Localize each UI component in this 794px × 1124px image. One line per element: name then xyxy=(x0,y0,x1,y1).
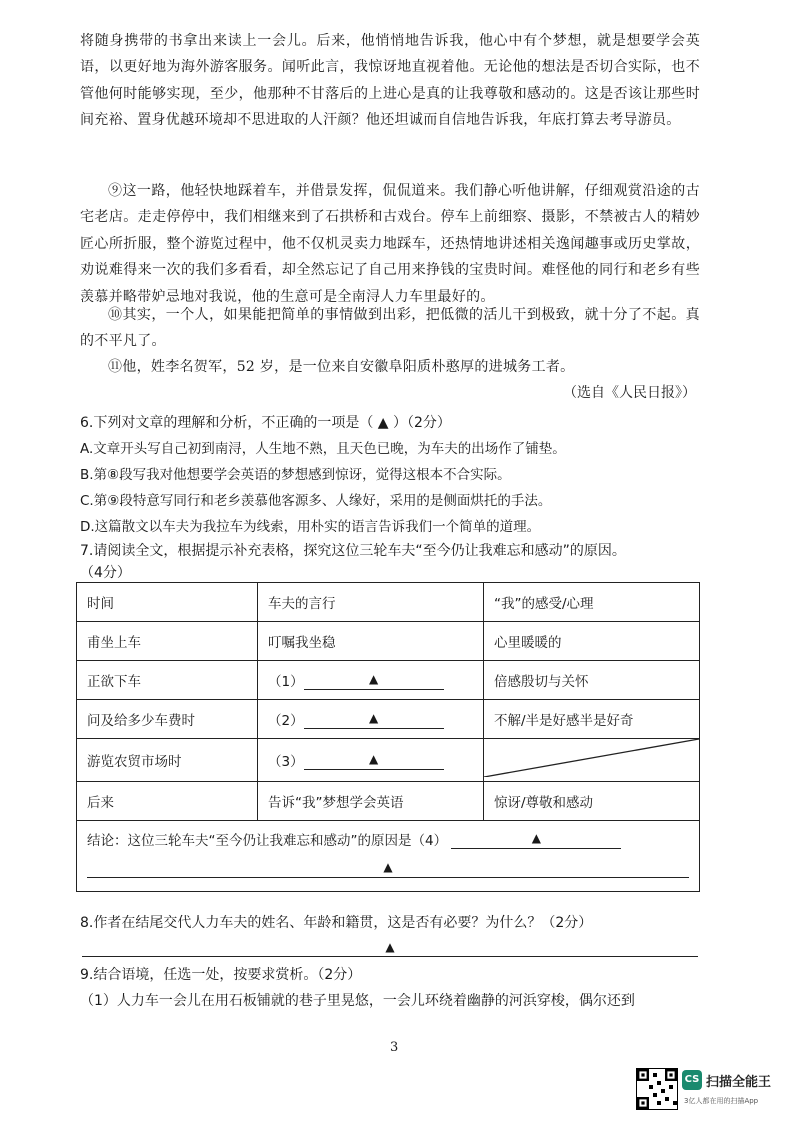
answer-marker: ▲ xyxy=(531,831,541,845)
diagonal-strike xyxy=(484,739,699,777)
table-cell: 惊讶/尊敬和感动 xyxy=(484,782,700,821)
table-cell: 心里暖暖的 xyxy=(484,622,700,661)
question-7-points: （4分） xyxy=(80,565,131,581)
table-row xyxy=(77,622,700,661)
question-9-item-1: （1）人力车一会儿在用石板铺就的巷子里晃悠，一会儿环绕着幽静的河浜穿梭，偶尔还到 xyxy=(80,993,635,1009)
table-header: “我”的感受/心理 xyxy=(484,583,700,622)
page-number: 3 xyxy=(390,1040,399,1055)
conclusion-text: 结论：这位三轮车夫“至今仍让我难忘和感动”的原因是（4） xyxy=(87,833,448,849)
passage-paragraph-8: 将随身携带的书拿出来读上一会儿。后来，他悄悄地告诉我，他心中有个梦想，就是想要学会英语，以更好地为海外游客服务。闻听此言，我惊讶地直视着他。无论他的想法是否切合实际，也不管他何时能够实现，至少，他那种不甘落后的上进心是真的让我尊敬和感动的。这是否该让那些时间充裕、置身优越环境却不思进取的人汗颜？他还坦诚而自信地告诉我，年底打算去考导游员。 xyxy=(80,33,700,129)
answer-marker: ▲ xyxy=(383,860,393,874)
qr-code-icon xyxy=(636,1068,678,1110)
blank-label: （1） xyxy=(268,674,304,690)
table-cell: 叮嘱我坐稳 xyxy=(258,622,484,661)
answer-marker: ▲ xyxy=(368,672,379,686)
question-9-stem: 9.结合语境，任选一处，按要求赏析。（2分） xyxy=(80,967,362,983)
table-cell: 正欲下车 xyxy=(77,661,258,700)
qr-pattern xyxy=(637,1069,677,1109)
answer-blank-4[interactable] xyxy=(451,830,621,849)
table-cell: 甫坐上车 xyxy=(77,622,258,661)
table-header-row xyxy=(77,583,700,622)
question-7-table xyxy=(76,582,700,892)
table-cell: 问及给多少车费时 xyxy=(77,700,258,739)
camscanner-tagline: 3亿人都在用的扫描App xyxy=(684,1097,759,1105)
answer-blank-2[interactable] xyxy=(304,710,444,729)
answer-blank-3[interactable] xyxy=(304,751,444,770)
answer-blank-1[interactable] xyxy=(304,671,444,690)
question-6-stem: 6.下列对文章的理解和分析，不正确的一项是（ ▲ ）（2分） xyxy=(80,415,451,431)
table-row xyxy=(77,661,700,700)
table-header: 车夫的言行 xyxy=(258,583,484,622)
blank-label: （2） xyxy=(268,713,304,729)
table-cell[interactable] xyxy=(258,661,484,700)
question-6-option-c: C.第⑨段特意写同行和老乡羡慕他客源多、人缘好，采用的是侧面烘托的手法。 xyxy=(80,493,552,509)
question-7-stem: 7.请阅读全文，根据提示补充表格，探究这位三轮车夫“至今仍让我难忘和感动”的原因。 xyxy=(80,543,626,559)
answer-line-4b[interactable] xyxy=(87,859,689,878)
answer-marker: ▲ xyxy=(368,752,379,766)
question-6-option-d: D.这篇散文以车夫为我拉车为线索，用朴实的语言告诉我们一个简单的道理。 xyxy=(80,519,541,535)
passage-paragraph-9: ⑨这一路，他轻快地踩着车，并借景发挥，侃侃道来。我们静心听他讲解，仔细观赏沿途的古宅老店。走走停停中，我们相继来到了石拱桥和古戏台。停车上前细察、摄影，不禁被古人的精妙匠心所折服，整个游览过程中，他不仅机灵卖力地踩车，还热情地讲述相关逸闻趣事或历史掌故，劝说难得来一次的我们多看看，却全然忘记了自己用来挣钱的宝贵时间。难怪他的同行和老乡有些羡慕并略带妒忌地对我说，他的生意可是全南浔人力车里最好的。 xyxy=(80,183,700,305)
table-cell: 不解/半是好感半是好奇 xyxy=(484,700,700,739)
question-6-option-a: A.文章开头写自己初到南浔，人生地不熟，且天色已晚，为车夫的出场作了铺垫。 xyxy=(80,441,566,457)
table-row xyxy=(77,782,700,821)
table-cell[interactable] xyxy=(258,739,484,782)
camscanner-logo-icon: CS xyxy=(682,1070,702,1090)
passage-paragraph-10: ⑩其实，一个人，如果能把简单的事情做到出彩，把低微的活儿干到极致，就十分了不起。真的不平凡了。 xyxy=(80,307,700,350)
table-row xyxy=(77,739,700,782)
table-row-conclusion xyxy=(77,821,700,892)
table-cell[interactable] xyxy=(258,700,484,739)
question-8-stem: 8.作者在结尾交代人力车夫的姓名、年龄和籍贯，这是否有必要？为什么？（2分） xyxy=(80,915,593,931)
table-row xyxy=(77,700,700,739)
conclusion-cell[interactable] xyxy=(77,821,700,892)
question-6-option-b: B.第⑧段写我对他想要学会英语的梦想感到惊讶，觉得这根本不合实际。 xyxy=(80,467,511,483)
passage-paragraph-11: ⑪他，姓李名贺军，52 岁，是一位来自安徽阜阳质朴憨厚的进城务工者。 xyxy=(108,359,575,375)
camscanner-brand: 扫描全能王 xyxy=(706,1075,772,1090)
table-cell: 游览农贸市场时 xyxy=(77,739,258,782)
table-cell: 告诉“我”梦想学会英语 xyxy=(258,782,484,821)
question-8-answer-line[interactable] xyxy=(82,936,698,957)
answer-marker: ▲ xyxy=(368,711,379,725)
table-cell: 后来 xyxy=(77,782,258,821)
blank-label: （3） xyxy=(268,754,304,770)
passage-source: （选自《人民日报》） xyxy=(563,385,696,401)
table-cell: 倍感殷切与关怀 xyxy=(484,661,700,700)
answer-marker: ▲ xyxy=(385,940,395,954)
table-header: 时间 xyxy=(77,583,258,622)
table-cell-crossed xyxy=(484,739,700,782)
